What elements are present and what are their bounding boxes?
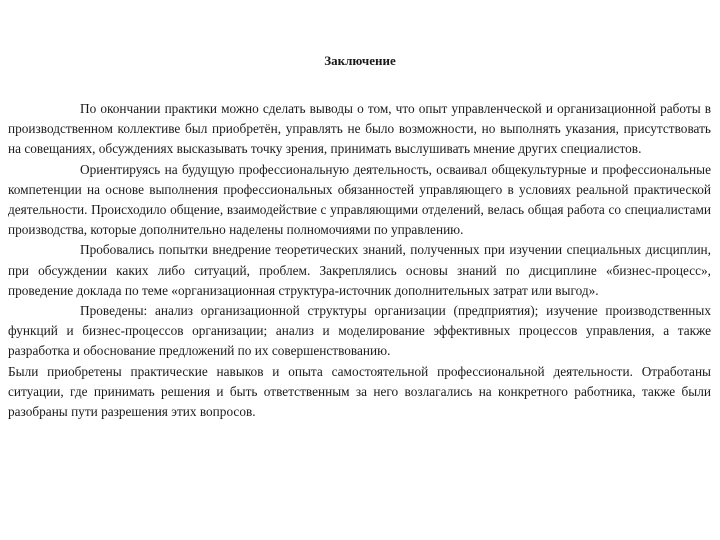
paragraph-1: По окончании практики можно сделать выводы о том, что опыт управленческой и организационной работы в производственном коллективе был приобретён, управлять не было возможности, но выполнять указания, присутствовать на совещаниях, обсуждениях высказывать точку зрения, принимать выслушивать мнение других специалистов.	[8, 101, 711, 157]
paragraph-3: Пробовались попытки внедрение теоретических знаний, полученных при изучении специальных дисциплин, при обсуждении каких либо ситуаций, проблем. Закреплялись основы знаний по дисциплине «бизнес-процесс», проведение доклада по теме «организационная структура-источник дополнительных затрат или выгод».	[8, 242, 711, 298]
paragraph-5: Были приобретены практические навыков и опыта самостоятельной профессиональной деятельности. Отработаны ситуации, где принимать решения и быть ответственным за него возлагались на конкретного работника, также были разобраны пути разрешения этих вопросов.	[8, 363, 711, 420]
paragraph-2: Ориентируясь на будущую профессиональную деятельность, осваивал общекультурные и профессиональные компетенции на основе выполнения профессиональных обязанностей управляющего в условиях реальной практической деятельности. Происходило общение, взаимодействие с управляющими отделений, велась общая работа со специалистами производства, которые дополнительно наделены полномочиями по управлению.	[8, 161, 711, 238]
page-title: Заключение	[324, 53, 396, 68]
paragraph-4: Проведены: анализ организационной структуры организации (предприятия); изучение производственных функций и бизнес-процессов организации; анализ и моделирование эффективных процессов управления, а также разработка и обоснование предложений по их совершенствованию.	[8, 303, 711, 359]
document-body	[8, 99, 711, 422]
